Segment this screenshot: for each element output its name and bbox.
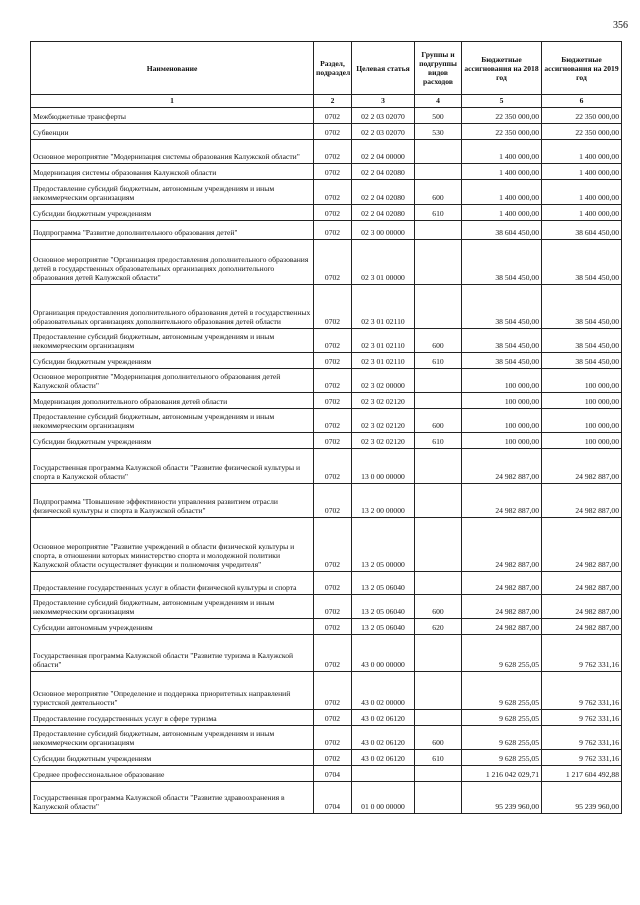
row-section: 0702 xyxy=(314,409,352,433)
row-name: Межбюджетные трансферты xyxy=(31,108,314,124)
row-amount-2019: 38 504 450,00 xyxy=(542,285,622,329)
table-row xyxy=(31,240,622,285)
row-name: Модернизация дополнительного образования детей области xyxy=(31,393,314,409)
table-row xyxy=(31,221,622,240)
row-name: Среднее профессиональное образование xyxy=(31,766,314,782)
row-article: 02 2 03 02070 xyxy=(352,124,415,140)
table-row xyxy=(31,353,622,369)
column-number: 1 xyxy=(31,95,314,108)
row-amount-2018: 38 504 450,00 xyxy=(462,329,542,353)
table-row xyxy=(31,595,622,619)
row-amount-2018: 24 982 887,00 xyxy=(462,449,542,484)
row-article: 02 3 02 00000 xyxy=(352,369,415,393)
row-article: 02 3 02 02120 xyxy=(352,409,415,433)
row-name: Субсидии бюджетным учреждениям xyxy=(31,433,314,449)
row-amount-2018: 9 628 255,05 xyxy=(462,635,542,672)
row-article: 02 2 04 02080 xyxy=(352,164,415,180)
table-row xyxy=(31,285,622,329)
row-name: Организация предоставления дополнительного образования детей в государственных образовательных организациях дополнительного образования детей области xyxy=(31,285,314,329)
row-section: 0702 xyxy=(314,124,352,140)
row-article: 02 3 01 02110 xyxy=(352,353,415,369)
row-group xyxy=(415,766,462,782)
row-group xyxy=(415,518,462,572)
row-amount-2018: 1 400 000,00 xyxy=(462,180,542,205)
row-section: 0704 xyxy=(314,766,352,782)
table-row xyxy=(31,750,622,766)
row-article: 01 0 00 00000 xyxy=(352,782,415,814)
row-name: Основное мероприятие "Модернизация системы образования Калужской области" xyxy=(31,140,314,164)
header-2019: Бюджетные ассигнования на 2019 год xyxy=(542,42,622,95)
row-amount-2019: 9 762 331,16 xyxy=(542,672,622,710)
row-amount-2018: 9 628 255,05 xyxy=(462,726,542,750)
row-amount-2018: 100 000,00 xyxy=(462,393,542,409)
row-name: Государственная программа Калужской области "Развитие туризма в Калужской области" xyxy=(31,635,314,672)
table-row xyxy=(31,726,622,750)
table-row xyxy=(31,140,622,164)
row-section: 0702 xyxy=(314,518,352,572)
row-section: 0702 xyxy=(314,164,352,180)
row-article xyxy=(352,766,415,782)
row-amount-2019: 95 239 960,00 xyxy=(542,782,622,814)
header-name: Наименование xyxy=(31,42,314,95)
row-article: 43 0 02 06120 xyxy=(352,726,415,750)
table-row xyxy=(31,369,622,393)
column-number: 5 xyxy=(462,95,542,108)
row-section: 0702 xyxy=(314,108,352,124)
row-section: 0702 xyxy=(314,329,352,353)
table-row xyxy=(31,619,622,635)
row-amount-2019: 24 982 887,00 xyxy=(542,484,622,518)
row-amount-2018: 24 982 887,00 xyxy=(462,518,542,572)
row-section: 0702 xyxy=(314,433,352,449)
header-group: Группы и подгруппы видов расходов xyxy=(415,42,462,95)
row-section: 0702 xyxy=(314,710,352,726)
table-row xyxy=(31,635,622,672)
header-row xyxy=(31,42,622,95)
row-article: 43 0 00 00000 xyxy=(352,635,415,672)
table-row xyxy=(31,124,622,140)
row-group: 600 xyxy=(415,329,462,353)
row-section: 0702 xyxy=(314,726,352,750)
row-amount-2018: 100 000,00 xyxy=(462,409,542,433)
table-row xyxy=(31,409,622,433)
row-amount-2019: 9 762 331,16 xyxy=(542,635,622,672)
row-amount-2019: 9 762 331,16 xyxy=(542,726,622,750)
row-name: Предоставление субсидий бюджетным, автономным учреждениям и иным некоммерческим организациям xyxy=(31,726,314,750)
row-article: 13 2 00 00000 xyxy=(352,484,415,518)
row-group xyxy=(415,635,462,672)
row-name: Субсидии бюджетным учреждениям xyxy=(31,353,314,369)
row-group xyxy=(415,393,462,409)
row-article: 02 2 04 02080 xyxy=(352,180,415,205)
row-group: 600 xyxy=(415,409,462,433)
table-row xyxy=(31,393,622,409)
row-amount-2019: 100 000,00 xyxy=(542,409,622,433)
row-article: 13 2 05 00000 xyxy=(352,518,415,572)
row-name: Основное мероприятие "Определение и поддержка приоритетных направлений туристской деятельности" xyxy=(31,672,314,710)
row-section: 0702 xyxy=(314,353,352,369)
row-name: Подпрограмма "Развитие дополнительного образования детей" xyxy=(31,221,314,240)
column-number: 3 xyxy=(352,95,415,108)
row-amount-2018: 24 982 887,00 xyxy=(462,595,542,619)
row-name: Предоставление субсидий бюджетным, автономным учреждениям и иным некоммерческим организациям xyxy=(31,329,314,353)
header-2018: Бюджетные ассигнования на 2018 год xyxy=(462,42,542,95)
row-group: 530 xyxy=(415,124,462,140)
row-section: 0702 xyxy=(314,572,352,595)
row-article: 02 3 01 02110 xyxy=(352,329,415,353)
row-name: Предоставление субсидий бюджетным, автономным учреждениям и иным некоммерческим организациям xyxy=(31,409,314,433)
row-name: Подпрограмма "Повышение эффективности управления развитием отрасли физической культуры и спорта в Калужской области" xyxy=(31,484,314,518)
row-section: 0702 xyxy=(314,393,352,409)
row-article: 02 2 03 02070 xyxy=(352,108,415,124)
row-amount-2019: 22 350 000,00 xyxy=(542,124,622,140)
row-amount-2018: 38 504 450,00 xyxy=(462,285,542,329)
header-article: Целевая статья xyxy=(352,42,415,95)
row-amount-2019: 100 000,00 xyxy=(542,433,622,449)
row-group xyxy=(415,140,462,164)
table-row xyxy=(31,518,622,572)
row-group xyxy=(415,285,462,329)
row-name: Субвенции xyxy=(31,124,314,140)
row-name: Субсидии бюджетным учреждениям xyxy=(31,750,314,766)
row-article: 02 3 01 00000 xyxy=(352,240,415,285)
row-name: Основное мероприятие "Организация предоставления дополнительного образования детей в государственных образовательных организациях дополнительного образования детей Калужской области" xyxy=(31,240,314,285)
row-section: 0702 xyxy=(314,205,352,221)
row-section: 0702 xyxy=(314,619,352,635)
table-row xyxy=(31,484,622,518)
row-amount-2019: 24 982 887,00 xyxy=(542,619,622,635)
row-amount-2018: 38 604 450,00 xyxy=(462,221,542,240)
row-section: 0702 xyxy=(314,595,352,619)
page-number: 356 xyxy=(613,20,628,31)
row-amount-2019: 38 504 450,00 xyxy=(542,329,622,353)
row-amount-2019: 38 504 450,00 xyxy=(542,353,622,369)
budget-table xyxy=(30,41,622,814)
row-amount-2019: 24 982 887,00 xyxy=(542,518,622,572)
row-group xyxy=(415,449,462,484)
row-article: 02 3 00 00000 xyxy=(352,221,415,240)
row-name: Предоставление государственных услуг в области физической культуры и спорта xyxy=(31,572,314,595)
row-amount-2019: 100 000,00 xyxy=(542,393,622,409)
table-row xyxy=(31,433,622,449)
row-group: 620 xyxy=(415,619,462,635)
row-group: 600 xyxy=(415,726,462,750)
row-amount-2018: 1 400 000,00 xyxy=(462,164,542,180)
row-group xyxy=(415,572,462,595)
row-group xyxy=(415,672,462,710)
row-group: 610 xyxy=(415,750,462,766)
row-article: 13 2 05 06040 xyxy=(352,595,415,619)
row-section: 0702 xyxy=(314,484,352,518)
row-amount-2019: 22 350 000,00 xyxy=(542,108,622,124)
row-amount-2019: 1 400 000,00 xyxy=(542,180,622,205)
row-article: 02 3 02 02120 xyxy=(352,433,415,449)
row-amount-2018: 1 216 042 029,71 xyxy=(462,766,542,782)
table-row xyxy=(31,164,622,180)
row-group: 610 xyxy=(415,433,462,449)
row-amount-2019: 24 982 887,00 xyxy=(542,595,622,619)
row-group: 610 xyxy=(415,353,462,369)
row-article: 43 0 02 06120 xyxy=(352,710,415,726)
row-section: 0702 xyxy=(314,750,352,766)
row-amount-2019: 1 400 000,00 xyxy=(542,140,622,164)
row-name: Субсидии автономным учреждениям xyxy=(31,619,314,635)
table-row xyxy=(31,329,622,353)
row-name: Модернизация системы образования Калужской области xyxy=(31,164,314,180)
row-amount-2018: 9 628 255,05 xyxy=(462,672,542,710)
table-row xyxy=(31,108,622,124)
row-name: Предоставление государственных услуг в сфере туризма xyxy=(31,710,314,726)
row-group xyxy=(415,240,462,285)
table-row xyxy=(31,672,622,710)
row-section: 0702 xyxy=(314,369,352,393)
row-section: 0702 xyxy=(314,221,352,240)
table-row xyxy=(31,449,622,484)
row-amount-2019: 100 000,00 xyxy=(542,369,622,393)
row-group xyxy=(415,221,462,240)
row-section: 0702 xyxy=(314,140,352,164)
row-article: 02 2 04 02080 xyxy=(352,205,415,221)
row-group xyxy=(415,710,462,726)
row-article: 43 0 02 06120 xyxy=(352,750,415,766)
row-name: Предоставление субсидий бюджетным, автономным учреждениям и иным некоммерческим организациям xyxy=(31,595,314,619)
row-name: Субсидии бюджетным учреждениям xyxy=(31,205,314,221)
row-group xyxy=(415,782,462,814)
table-row xyxy=(31,782,622,814)
row-article: 02 2 04 00000 xyxy=(352,140,415,164)
row-section: 0702 xyxy=(314,449,352,484)
row-group: 610 xyxy=(415,205,462,221)
row-section: 0702 xyxy=(314,635,352,672)
row-group: 500 xyxy=(415,108,462,124)
row-section: 0702 xyxy=(314,672,352,710)
table-row xyxy=(31,180,622,205)
row-amount-2018: 22 350 000,00 xyxy=(462,124,542,140)
row-section: 0702 xyxy=(314,285,352,329)
column-number: 4 xyxy=(415,95,462,108)
row-amount-2019: 1 400 000,00 xyxy=(542,205,622,221)
row-group xyxy=(415,164,462,180)
row-name: Государственная программа Калужской области "Развитие физической культуры и спорта в Калужской области" xyxy=(31,449,314,484)
row-amount-2018: 22 350 000,00 xyxy=(462,108,542,124)
row-amount-2018: 1 400 000,00 xyxy=(462,205,542,221)
row-name: Предоставление субсидий бюджетным, автономным учреждениям и иным некоммерческим организациям xyxy=(31,180,314,205)
table-row xyxy=(31,572,622,595)
row-article: 43 0 02 00000 xyxy=(352,672,415,710)
row-name: Основное мероприятие "Модернизация дополнительного образования детей Калужской области" xyxy=(31,369,314,393)
row-amount-2019: 1 400 000,00 xyxy=(542,164,622,180)
row-amount-2018: 24 982 887,00 xyxy=(462,484,542,518)
row-amount-2019: 38 604 450,00 xyxy=(542,221,622,240)
column-number: 2 xyxy=(314,95,352,108)
row-section: 0702 xyxy=(314,180,352,205)
row-article: 13 2 05 06040 xyxy=(352,572,415,595)
row-amount-2018: 9 628 255,05 xyxy=(462,710,542,726)
row-amount-2019: 24 982 887,00 xyxy=(542,449,622,484)
row-amount-2019: 9 762 331,16 xyxy=(542,750,622,766)
row-amount-2018: 24 982 887,00 xyxy=(462,619,542,635)
table-row xyxy=(31,205,622,221)
row-amount-2019: 9 762 331,16 xyxy=(542,710,622,726)
row-amount-2018: 95 239 960,00 xyxy=(462,782,542,814)
table-row xyxy=(31,710,622,726)
row-amount-2018: 100 000,00 xyxy=(462,433,542,449)
row-name: Государственная программа Калужской области "Развитие здравоохранения в Калужской области" xyxy=(31,782,314,814)
column-number-row xyxy=(31,95,622,108)
row-article: 02 3 01 02110 xyxy=(352,285,415,329)
row-name: Основное мероприятие "Развитие учреждений в области физической культуры и спорта, в отношении которых министерство спорта и молодежной политики Калужской области осуществляет функции и полномочия учредителя" xyxy=(31,518,314,572)
row-amount-2018: 1 400 000,00 xyxy=(462,140,542,164)
row-amount-2019: 38 504 450,00 xyxy=(542,240,622,285)
row-amount-2019: 24 982 887,00 xyxy=(542,572,622,595)
row-article: 13 0 00 00000 xyxy=(352,449,415,484)
header-section: Раздел, подраздел xyxy=(314,42,352,95)
row-amount-2018: 100 000,00 xyxy=(462,369,542,393)
row-article: 02 3 02 02120 xyxy=(352,393,415,409)
column-number: 6 xyxy=(542,95,622,108)
row-section: 0704 xyxy=(314,782,352,814)
row-group: 600 xyxy=(415,180,462,205)
table-row xyxy=(31,766,622,782)
row-amount-2019: 1 217 604 492,88 xyxy=(542,766,622,782)
row-article: 13 2 05 06040 xyxy=(352,619,415,635)
row-section: 0702 xyxy=(314,240,352,285)
row-group xyxy=(415,369,462,393)
row-amount-2018: 9 628 255,05 xyxy=(462,750,542,766)
row-amount-2018: 24 982 887,00 xyxy=(462,572,542,595)
row-amount-2018: 38 504 450,00 xyxy=(462,240,542,285)
row-amount-2018: 38 504 450,00 xyxy=(462,353,542,369)
row-group: 600 xyxy=(415,595,462,619)
row-group xyxy=(415,484,462,518)
